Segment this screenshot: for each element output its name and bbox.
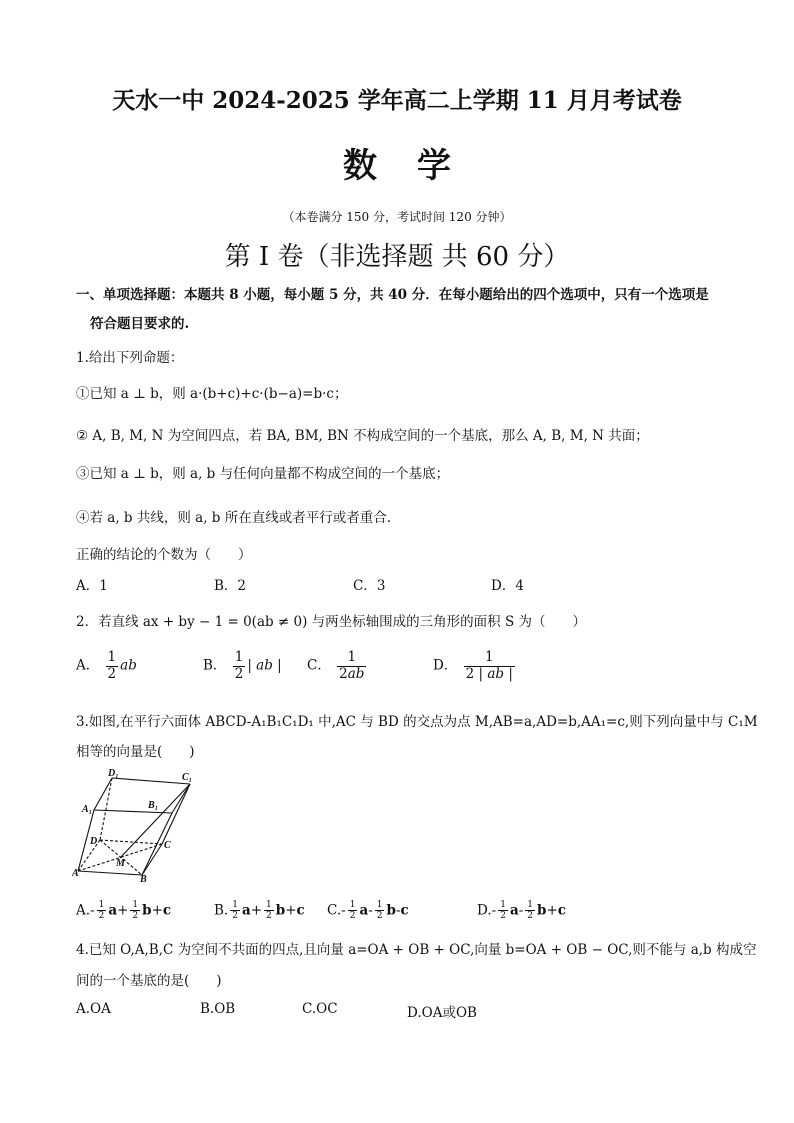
q3-option-b: B. $\frac{1}{2}$ a+ $\frac{1}{2}$ b+c [214,900,305,922]
fraction: $\frac{1}{2}$ [107,649,117,682]
q2-option-c-label: C． [307,657,331,674]
q1-item3: ③已知 a ⊥ b，则 a, b 与任何向量都不构成空间的一个基底； [76,466,450,482]
q1-item1: ①已知 a ⊥ b，则 a·(b+c)+c·(b−a)=b·c； [76,386,348,402]
label-d1: D₁ [108,768,119,779]
q3-option-d-label: D. [477,902,492,919]
q4-option-d: D.OA或OB [407,1005,477,1021]
q4-stem-line2: 间的一个基底的是( ) [76,973,222,989]
q4-option-c: C.OC [302,1001,338,1017]
q1-stem: 1.给出下列命题： [76,350,184,366]
label-d: D [90,836,98,847]
label-a: A [72,868,79,879]
label-b1: B₁ [148,800,159,811]
label-b: B [140,874,147,883]
fraction: $\frac{1}{2 | ab |}$ [465,649,513,682]
volume-title: 第 I 卷（非选择题 共 60 分） [224,242,570,272]
q3-option-c-label: C. [327,902,342,919]
q1-ask: 正确的结论的个数为（ ） [76,547,252,563]
q2-option-d [433,650,517,682]
q2-option-c [307,650,368,682]
fraction: $\frac{1}{2ab}$ [339,649,365,682]
q4-option-b: B.OB [200,1001,236,1017]
q2-option-d-label: D． [433,657,458,674]
parallelepiped-figure [72,768,202,883]
q2-option-a: A． $\frac{1}{2}$ ab [76,649,137,682]
section-heading-line2: 符合题目要求的. [90,316,190,332]
q2-option-b-label: B． [203,657,227,674]
q2-stem: 2．若直线 ax + by − 1 = 0(ab ≠ 0) 与两坐标轴围成的三角形的面积 S 为（ ） [76,614,587,630]
exam-title: 天水一中 2024-2025 学年高二上学期 11 月月考试卷 [112,87,682,114]
q3-stem-line2: 相等的向量是( ) [76,744,195,760]
q3-stem-line1: 3.如图,在平行六面体 ABCD-A₁B₁C₁D₁ 中,AC 与 BD 的交点为点 M,AB=a,AD=b,AA₁=c,则下列向量中与 C₁M [76,714,758,730]
q2-option-a-label: A． [76,657,100,674]
q3-option-c: C.- $\frac{1}{2}$ a- $\frac{1}{2}$ b-c [327,900,409,922]
q3-option-a-label: A. [76,902,91,919]
q3-option-a: A.- $\frac{1}{2}$ a+ $\frac{1}{2}$ b+c [76,900,172,922]
label-c: C [164,840,171,851]
q2-option-b: B． $\frac{1}{2}$ | ab | [203,649,282,682]
q1-item2: ② A, B, M, N 为空间四点，若 BA, BM, BN 不构成空间的一个基底，那么 A, B, M, N 共面； [76,428,649,444]
q1-option-b: B．2 [214,578,247,594]
q4-stem-line1: 4.已知 O,A,B,C 为空间不共面的四点,且向量 a=OA + OB + OC,向量 b=OA + OB − OC,则不能与 a,b 构成空 [76,942,757,958]
q1-option-a: A．1 [76,578,108,594]
fraction: $\frac{1}{2}$ [234,649,244,682]
q1-option-c: C．3 [353,578,386,594]
label-c1: C₁ [182,772,193,783]
q3-option-d: D.- $\frac{1}{2}$ a- $\frac{1}{2}$ b+c [477,900,566,922]
exam-note: （本卷满分 150 分，考试时间 120 分钟） [282,210,512,224]
q3-option-b-label: B. [214,902,229,919]
section-heading-line1: 一、单项选择题：本题共 8 小题，每小题 5 分，共 40 分．在每小题给出的四个选项中，只有一个选项是 [76,287,709,303]
label-m: M [116,858,125,869]
q4-option-a: A.OA [76,1001,111,1017]
subject-title: 数学 [343,146,491,186]
q1-option-d: D．4 [491,578,524,594]
label-a1: A₁ [82,804,93,815]
q1-item4: ④若 a, b 共线，则 a, b 所在直线或者平行或者重合. [76,510,392,526]
